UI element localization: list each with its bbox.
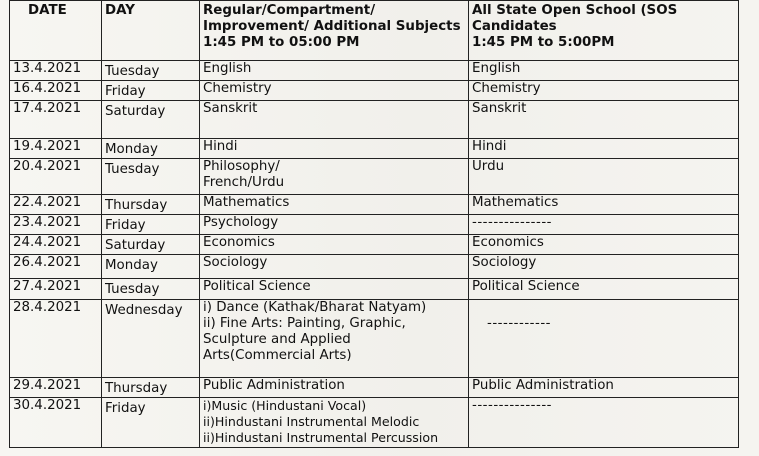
subject-line: Chemistry: [203, 81, 272, 96]
subject-line: Mathematics: [472, 195, 559, 210]
date-cell: 28.4.2021: [10, 300, 102, 378]
sos-subject-cell: [469, 378, 739, 398]
day-cell: Tuesday: [102, 279, 200, 300]
sos-subject-cell: [469, 300, 739, 378]
regular-subject-cell: [200, 61, 469, 81]
regular-subject-cell: [200, 300, 469, 378]
table-row: [10, 279, 739, 300]
subject-line: Sanskrit: [472, 101, 527, 116]
regular-subject-cell: [200, 101, 469, 139]
table-row: [10, 300, 739, 378]
subject-line: Urdu: [472, 159, 505, 174]
day-cell: Tuesday: [102, 159, 200, 195]
sos-subject-cell: [469, 215, 739, 235]
day-cell: Thursday: [102, 195, 200, 215]
day-cell: Friday: [102, 215, 200, 235]
date-cell: 30.4.2021: [10, 398, 102, 448]
header-regular-line2: Improvement/ Additional Subjects: [203, 19, 461, 34]
header-sos-line2: Candidates: [472, 19, 557, 34]
sos-subject-cell: [469, 159, 739, 195]
subject-line: Arts(Commercial Arts): [203, 348, 352, 363]
day-cell: Saturday: [102, 235, 200, 255]
day-cell: Friday: [102, 81, 200, 101]
subject-line: ii)Hindustani Instrumental Percussion: [203, 430, 439, 445]
table-row: [10, 159, 739, 195]
table-row: [10, 398, 739, 448]
regular-subject-cell: [200, 195, 469, 215]
regular-subject-cell: [200, 378, 469, 398]
date-cell: 22.4.2021: [10, 195, 102, 215]
date-cell: 19.4.2021: [10, 139, 102, 159]
table-row: [10, 235, 739, 255]
subject-line: Public Administration: [203, 378, 345, 393]
header-day: DAY: [102, 1, 200, 61]
date-cell: 13.4.2021: [10, 61, 102, 81]
sos-subject-cell: [469, 81, 739, 101]
subject-line: Sculpture and Applied: [203, 332, 351, 347]
regular-subject-cell: [200, 235, 469, 255]
subject-line: English: [472, 61, 521, 76]
date-cell: 24.4.2021: [10, 235, 102, 255]
table-row: [10, 139, 739, 159]
subject-line: Sociology: [472, 255, 537, 270]
subject-line: Hindi: [203, 139, 238, 154]
sos-subject-cell: [469, 255, 739, 279]
date-cell: 26.4.2021: [10, 255, 102, 279]
sos-subject-cell: [469, 195, 739, 215]
no-exam-dash: ------------: [487, 316, 551, 331]
subject-line: Sanskrit: [203, 101, 258, 116]
sos-subject-cell: [469, 139, 739, 159]
table-row: [10, 61, 739, 81]
subject-line: Mathematics: [203, 195, 290, 210]
day-cell: Tuesday: [102, 61, 200, 81]
no-exam-dash: ---------------: [472, 215, 552, 230]
regular-subject-cell: [200, 139, 469, 159]
date-cell: 20.4.2021: [10, 159, 102, 195]
subject-line: ii)Hindustani Instrumental Melodic: [203, 414, 420, 429]
subject-line: i)Music (Hindustani Vocal): [203, 398, 367, 413]
table-row: [10, 101, 739, 139]
exam-schedule-table: [9, 0, 739, 448]
no-exam-dash: ---------------: [472, 398, 552, 413]
header-row: [10, 1, 739, 61]
header-regular: [200, 1, 469, 61]
sos-subject-cell: [469, 279, 739, 300]
header-sos-line1: All State Open School (SOS: [472, 3, 678, 18]
table-row: [10, 378, 739, 398]
subject-line: Economics: [472, 235, 544, 250]
subject-line: Psychology: [203, 215, 279, 230]
sos-subject-cell: [469, 235, 739, 255]
day-cell: Monday: [102, 139, 200, 159]
regular-subject-cell: [200, 398, 469, 448]
header-sos: [469, 1, 739, 61]
date-cell: 16.4.2021: [10, 81, 102, 101]
subject-line: French/Urdu: [203, 175, 285, 190]
date-cell: 27.4.2021: [10, 279, 102, 300]
header-date: DATE: [10, 1, 102, 61]
subject-line: Political Science: [472, 279, 580, 294]
subject-line: Philosophy/: [203, 159, 280, 174]
sos-subject-cell: [469, 101, 739, 139]
header-sos-line3: 1:45 PM to 5:00PM: [472, 35, 615, 50]
regular-subject-cell: [200, 215, 469, 235]
day-cell: Friday: [102, 398, 200, 448]
sos-subject-cell: [469, 61, 739, 81]
date-cell: 17.4.2021: [10, 101, 102, 139]
subject-line: Hindi: [472, 139, 507, 154]
table-row: [10, 255, 739, 279]
regular-subject-cell: [200, 81, 469, 101]
day-cell: Monday: [102, 255, 200, 279]
subject-line: Economics: [203, 235, 275, 250]
day-cell: Saturday: [102, 101, 200, 139]
schedule-body: [10, 61, 739, 448]
subject-line: English: [203, 61, 252, 76]
table-row: [10, 81, 739, 101]
subject-line: Chemistry: [472, 81, 541, 96]
subject-line: Public Administration: [472, 378, 614, 393]
table-row: [10, 195, 739, 215]
regular-subject-cell: [200, 255, 469, 279]
header-regular-line3: 1:45 PM to 05:00 PM: [203, 35, 360, 50]
subject-line: Political Science: [203, 279, 311, 294]
regular-subject-cell: [200, 279, 469, 300]
header-regular-line1: Regular/Compartment/: [203, 3, 376, 18]
sos-subject-cell: [469, 398, 739, 448]
subject-line: Sociology: [203, 255, 268, 270]
subject-line: ii) Fine Arts: Painting, Graphic,: [203, 316, 406, 331]
table-row: [10, 215, 739, 235]
day-cell: Thursday: [102, 378, 200, 398]
date-cell: 29.4.2021: [10, 378, 102, 398]
regular-subject-cell: [200, 159, 469, 195]
subject-line: i) Dance (Kathak/Bharat Natyam): [203, 300, 427, 315]
date-cell: 23.4.2021: [10, 215, 102, 235]
day-cell: Wednesday: [102, 300, 200, 378]
